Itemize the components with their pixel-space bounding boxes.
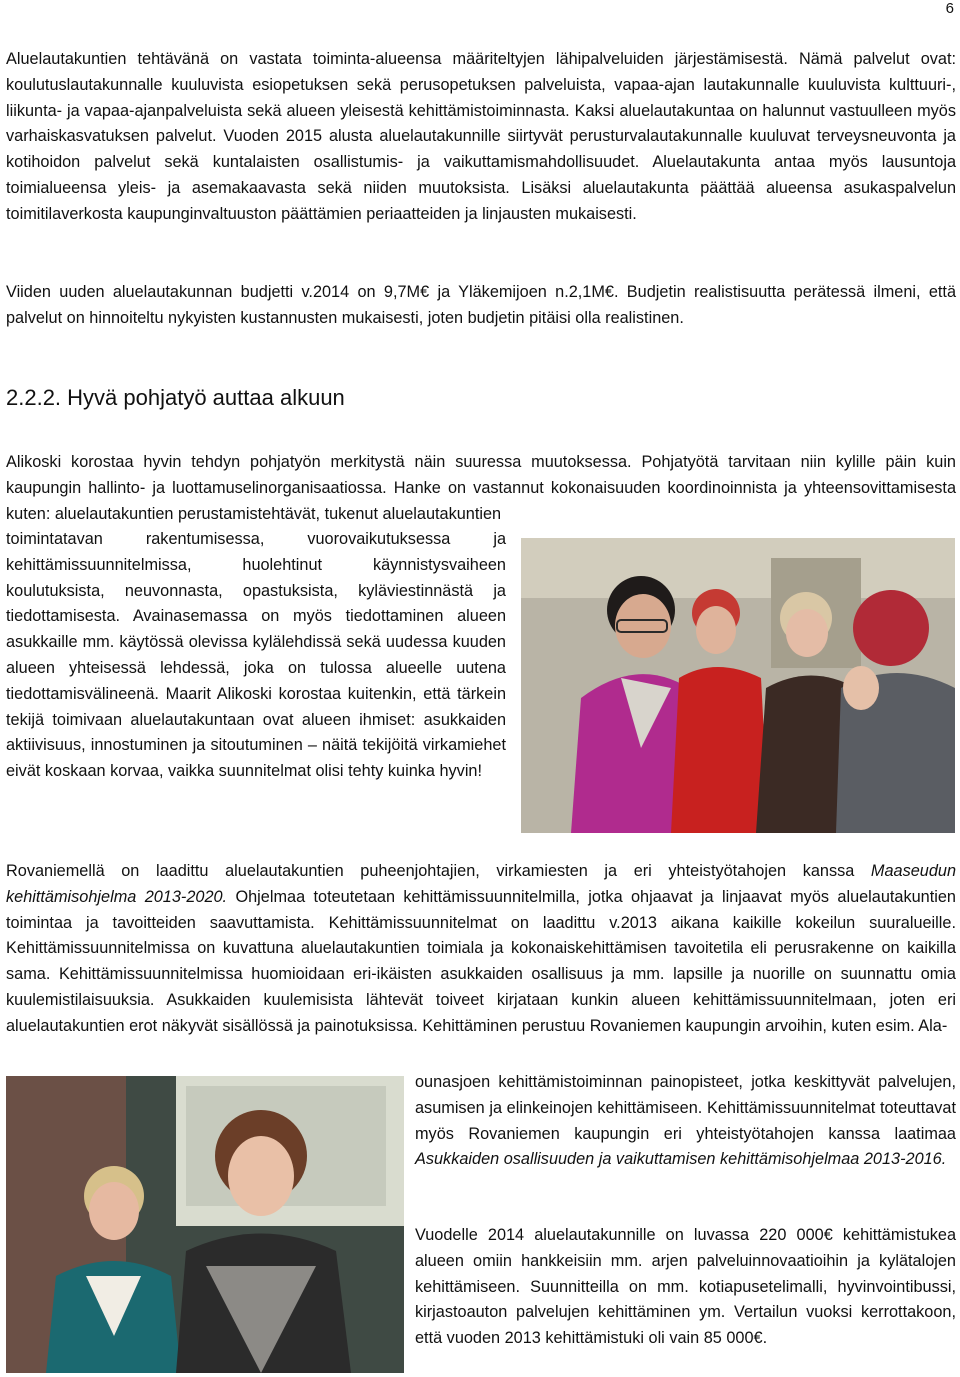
participation-programme-title: Asukkaiden osallisuuden ja vaikuttamisen kehittämisohjelmaa 2013-2016. <box>415 1150 947 1169</box>
paragraph-funding <box>415 1223 956 1352</box>
photo-two-women-illustration <box>6 1076 404 1373</box>
paragraph-budget-text: Viiden uuden aluelautakunnan budjetti v.2014 on 9,7M€ ja Yläkemijoen n.2,1M€. Budjetin realistisuutta perätessä ilmeni, että palvelut on hinnoiteltu nykyisten kustannusten mukaisesti, joten budjetin pitäisi olla realistinen. <box>6 283 956 327</box>
paragraph-groundwork-continued-text: toimintatavan rakentumisessa, vuorovaikutuksessa ja kehittämissuunnitelmissa, huolehtinut käynnistysvaiheen koulutuksista, neuvonnasta, opastuksista, kyläviestinnästä ja tiedottamisesta. Avainasemassa on myös tiedottaminen alueen asukkaille mm. käytössä olevissa kylälehdissä sekä uudessa kuuden alueen yhteisessä lehdessä, joka on tulossa alueelle uutena tiedottamisvälineenä. Maarit Alikoski korostaa kuitenkin, että tärkein tekijä toimivaan aluelautakuntaan ovat alueen ihmiset: asukkaiden aktiivisuus, innostuminen ja sitoutuminen – näitä tekijöitä virkamiehet eivät koskaan korvaa, vaikka suunnitelmat olisi tehty kuinka hyvin! <box>6 530 506 781</box>
photo-group-of-women-illustration <box>521 538 955 833</box>
paragraph-programme-continued-a: ounasjoen kehittämistoiminnan painopisteet, jotka keskittyvät palvelujen, asumisen ja elinkeinojen kehittämiseen. Kehittämissuunnitelmat toteuttavat myös Rovaniemen kaupungin eri yhteistyötahojen kanssa laatimaa <box>415 1073 956 1143</box>
page-number: 6 <box>945 0 954 17</box>
paragraph-programme-continued-text <box>415 1070 956 1173</box>
paragraph-groundwork <box>6 450 956 527</box>
photo-group-of-women <box>521 538 955 833</box>
section-heading: 2.2.2. Hyvä pohjatyö auttaa alkuun <box>6 385 345 410</box>
paragraph-groundwork-text: Alikoski korostaa hyvin tehdyn pohjatyön merkitystä näin suuressa muutoksessa. Pohjatyötä tarvitaan niin kylille päin kuin kaupungin hallinto- ja luottamuselinorganisaatiossa. Hanke on vastannut kokonaisuuden koordinoinnista ja yhteensovittamisesta kuten: aluelautakuntien perustamistehtävät, tukenut aluelautakuntien <box>6 453 956 523</box>
paragraph-programme <box>6 859 956 1040</box>
paragraph-groundwork-continued <box>6 527 506 785</box>
paragraph-programme-text <box>6 859 956 1040</box>
paragraph-budget <box>6 280 956 332</box>
photo-two-women <box>6 1076 404 1373</box>
paragraph-programme-a: Rovaniemellä on laadittu aluelautakuntien puheenjohtajien, virkamiesten ja eri yhteistyötahojen kanssa <box>6 862 871 880</box>
paragraph-intro <box>6 47 956 228</box>
paragraph-intro-text: Aluelautakuntien tehtävänä on vastata toiminta-alueensa määriteltyjen lähipalveluiden järjestämisestä. Nämä palvelut ovat: koulutuslautakunnalle kuuluvista esiopetuksen sekä perusopetuksen palveluista, vapaa-ajan lautakunnalle kuuluvista kulttuuri-, liikunta- ja vapaa-ajanpalveluista sekä alueen yleisestä kehittämistoiminnasta. Kaksi aluelautakuntaa on halunnut vastuulleen myös varhaiskasvatuksen palvelut. Vuoden 2015 alusta aluelautakunnille siirtyvät perusturvalautakunnalle kuuluvat terveysneuvonta ja kotihoidon palvelut sekä kuntalaisten osallistumis- ja vaikuttamismahdollisuudet. Aluelautakunta antaa myös lausuntoja toimialueensa yleis- ja asemakaavasta sekä niiden muutoksista. Lisäksi aluelautakunta päättää alueensa asukaspalvelun toimitilaverkosta kaupunginvaltuuston päättämien periaatteiden ja linjausten mukaisesti. <box>6 50 956 223</box>
paragraph-programme-b: Ohjelmaa toteutetaan kehittämissuunnitelmilla, jotka ohjaavat ja linjaavat myös aluelautakuntien toimintaa ja tavoitteiden saavuttamista. Kehittämissuunnitelmat on laadittu v.2013 aikana kaikille kokeilun suuralueille. Kehittämissuunnitelmissa on kuvattuna aluelautakuntien toimiala ja kokonaiskehittämisen tavoitetila eli perusrakenne on kaikilla sama. Kehittämissuunnitelmissa huomioidaan eri-ikäisten asukkaiden osallisuus ja mm. lapsille ja nuorille on suunnattu omia kuulemistilaisuuksia. Asukkaiden kuulemisista lähtevät toiveet kirjataan kunkin alueen kehittämissuunnitelmaan, joten eri aluelautakuntien erot näkyvät sisällössä ja painotuksissa. Kehittäminen perustuu Rovaniemen kaupungin arvoihin, kuten esim. Ala- <box>6 887 956 1035</box>
paragraph-funding-text: Vuodelle 2014 aluelautakunnille on luvassa 220 000€ kehittämistukea alueen omiin hankkeisiin mm. arjen palveluinnovaatioihin ja kylätalojen kehittämiseen. Suunnitteilla on mm. kotiapusetelimalli, hyvinvointibussi, kirjastoauton palvelujen kehittäminen ym. Vertailun vuoksi kerrottakoon, että vuoden 2013 kehittämistuki oli vain 85 000€. <box>415 1226 956 1348</box>
paragraph-programme-continued <box>415 1070 956 1173</box>
programme-title: Maaseudun kehittämisohjelma 2013-2020. <box>6 862 956 906</box>
